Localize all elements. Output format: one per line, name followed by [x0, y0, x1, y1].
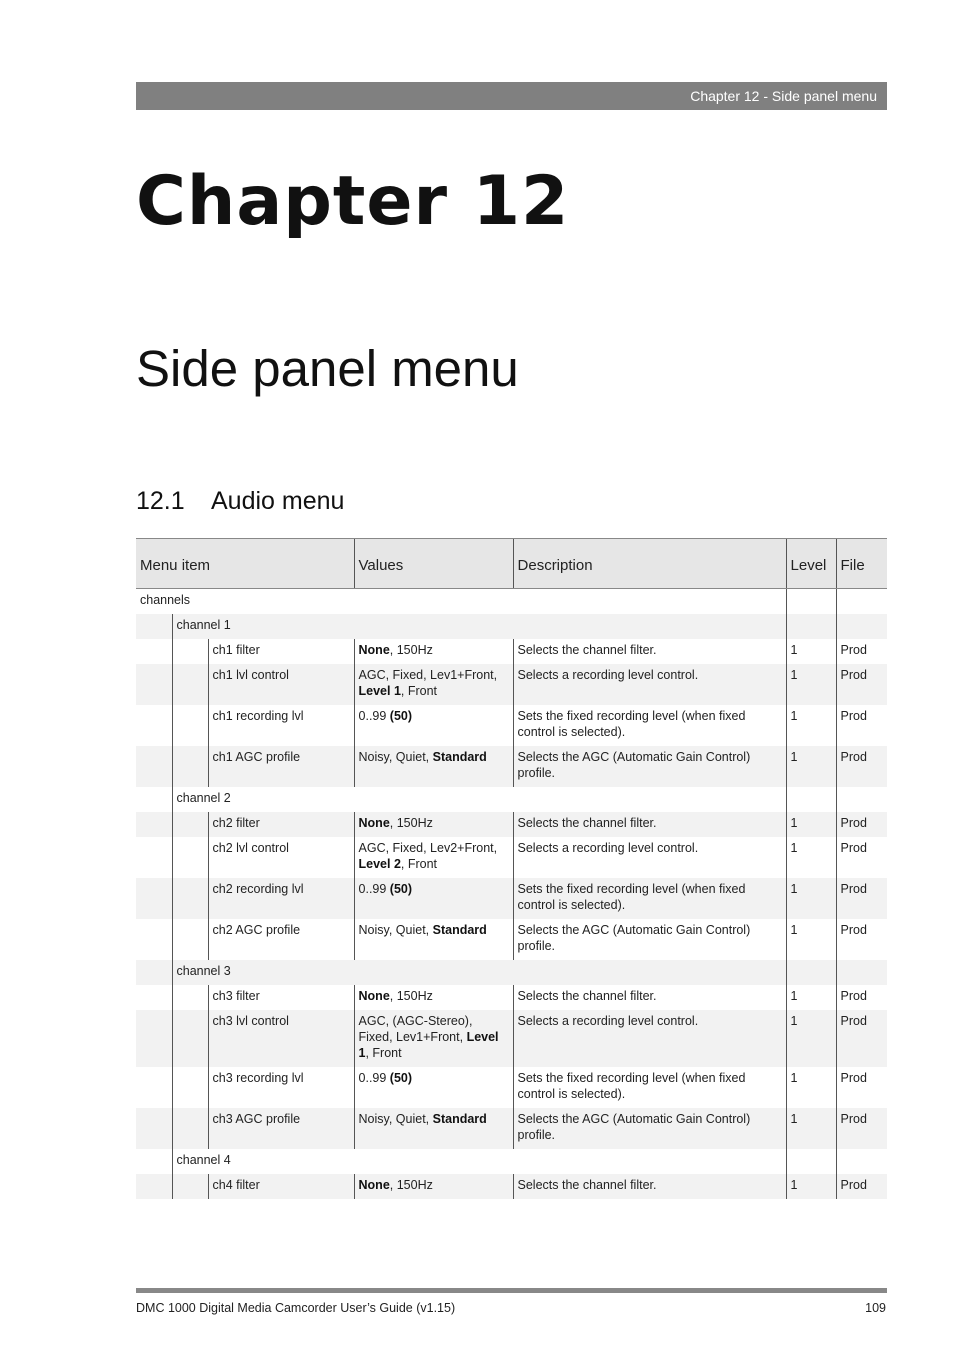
- values-default: Standard: [432, 923, 487, 937]
- channel-row: [136, 960, 887, 985]
- menu-item-level: 1: [786, 1174, 836, 1199]
- menu-item-name: ch1 AGC profile: [208, 746, 354, 787]
- menu-item-level: 1: [786, 1010, 836, 1067]
- menu-item-name: ch1 filter: [208, 639, 354, 664]
- table-row: [136, 1174, 887, 1199]
- table-row: [136, 919, 887, 960]
- table-row: [136, 878, 887, 919]
- values-default: Level 1: [358, 684, 401, 698]
- values-text: , Front: [400, 857, 438, 871]
- menu-item-file: Prod: [836, 1067, 887, 1108]
- values-text: 0..99: [358, 709, 390, 723]
- values-text: Noisy, Quiet,: [358, 1112, 433, 1126]
- menu-item-level: 1: [786, 1108, 836, 1149]
- values-default: (50): [389, 709, 413, 723]
- menu-item-values: [354, 664, 513, 705]
- menu-item-description: Selects the AGC (Automatic Gain Control) profile.: [513, 746, 786, 787]
- menu-item-name: ch2 AGC profile: [208, 919, 354, 960]
- values-text: 0..99: [358, 882, 390, 896]
- values-default: None: [358, 1178, 390, 1192]
- menu-item-file: Prod: [836, 1010, 887, 1067]
- table-row: [136, 837, 887, 878]
- menu-item-name: ch1 lvl control: [208, 664, 354, 705]
- col-header-values: Values: [354, 539, 513, 589]
- values-default: None: [358, 643, 390, 657]
- values-text: , 150Hz: [389, 1178, 433, 1192]
- menu-item-values: [354, 837, 513, 878]
- values-text: , Front: [365, 1046, 402, 1060]
- menu-item-description: Selects the channel filter.: [513, 985, 786, 1010]
- menu-item-level: 1: [786, 919, 836, 960]
- table-row: [136, 1108, 887, 1149]
- menu-item-description: Selects a recording level control.: [513, 664, 786, 705]
- menu-item-description: Selects a recording level control.: [513, 1010, 786, 1067]
- values-text: AGC, (AGC-Stereo), Fixed, Lev1+Front,: [358, 1014, 473, 1044]
- menu-item-name: ch2 lvl control: [208, 837, 354, 878]
- menu-item-values: [354, 919, 513, 960]
- values-default: Level 1: [358, 1030, 499, 1060]
- table-row: [136, 1067, 887, 1108]
- menu-item-file: Prod: [836, 1108, 887, 1149]
- values-default: Standard: [432, 1112, 487, 1126]
- menu-item-values: [354, 878, 513, 919]
- col-header-file: File: [836, 539, 887, 589]
- running-header-title: Chapter 12 - Side panel menu: [690, 88, 877, 104]
- menu-item-level: 1: [786, 639, 836, 664]
- menu-item-values: [354, 1010, 513, 1067]
- menu-item-level: 1: [786, 746, 836, 787]
- channel-row: [136, 614, 887, 639]
- chapter-label: Chapter 12: [136, 162, 570, 241]
- menu-item-description: Selects a recording level control.: [513, 837, 786, 878]
- values-text: Noisy, Quiet,: [358, 750, 433, 764]
- menu-item-description: Selects the channel filter.: [513, 812, 786, 837]
- menu-item-name: ch4 filter: [208, 1174, 354, 1199]
- table-row: [136, 746, 887, 787]
- menu-item-description: Selects the channel filter.: [513, 639, 786, 664]
- menu-item-name: ch1 recording lvl: [208, 705, 354, 746]
- group-name: channels: [140, 593, 191, 607]
- menu-item-name: ch3 AGC profile: [208, 1108, 354, 1149]
- channel-name: channel 4: [172, 1149, 786, 1174]
- running-header-bar: [136, 82, 887, 110]
- menu-item-level: 1: [786, 878, 836, 919]
- menu-item-file: Prod: [836, 1174, 887, 1199]
- table-row: [136, 812, 887, 837]
- channel-name: channel 1: [172, 614, 786, 639]
- menu-item-values: [354, 705, 513, 746]
- section-heading: [136, 486, 344, 516]
- menu-item-file: Prod: [836, 919, 887, 960]
- col-header-description: Description: [513, 539, 786, 589]
- menu-item-description: Selects the AGC (Automatic Gain Control) profile.: [513, 1108, 786, 1149]
- col-header-level: Level: [786, 539, 836, 589]
- menu-item-level: 1: [786, 1067, 836, 1108]
- menu-item-level: 1: [786, 985, 836, 1010]
- menu-item-file: Prod: [836, 705, 887, 746]
- channel-row: [136, 1149, 887, 1174]
- values-default: None: [358, 816, 390, 830]
- values-text: Noisy, Quiet,: [358, 923, 433, 937]
- table-row: [136, 985, 887, 1010]
- menu-item-description: Selects the channel filter.: [513, 1174, 786, 1199]
- menu-item-level: 1: [786, 837, 836, 878]
- table-row: [136, 664, 887, 705]
- table-row: [136, 1010, 887, 1067]
- values-text: , 150Hz: [389, 989, 433, 1003]
- values-default: Level 2: [358, 857, 401, 871]
- menu-item-values: [354, 812, 513, 837]
- menu-item-name: ch2 recording lvl: [208, 878, 354, 919]
- menu-item-file: Prod: [836, 837, 887, 878]
- menu-item-description: Selects the AGC (Automatic Gain Control) profile.: [513, 919, 786, 960]
- group-row: [136, 589, 887, 615]
- menu-item-name: ch3 filter: [208, 985, 354, 1010]
- values-text: 0..99: [358, 1071, 390, 1085]
- menu-item-description: Sets the fixed recording level (when fixed control is selected).: [513, 705, 786, 746]
- menu-item-name: ch3 lvl control: [208, 1010, 354, 1067]
- menu-item-level: 1: [786, 664, 836, 705]
- values-text: AGC, Fixed, Lev2+Front,: [358, 841, 498, 855]
- menu-item-level: 1: [786, 812, 836, 837]
- values-text: , 150Hz: [389, 816, 433, 830]
- menu-item-file: Prod: [836, 746, 887, 787]
- menu-item-name: ch2 filter: [208, 812, 354, 837]
- menu-item-name: ch3 recording lvl: [208, 1067, 354, 1108]
- section-number: 12.1: [136, 487, 185, 515]
- audio-menu-table: [136, 538, 887, 1199]
- menu-item-values: [354, 1067, 513, 1108]
- values-default: (50): [389, 882, 413, 896]
- menu-item-values: [354, 1108, 513, 1149]
- menu-item-values: [354, 746, 513, 787]
- menu-item-file: Prod: [836, 664, 887, 705]
- table-row: [136, 705, 887, 746]
- footer-page-number: 109: [865, 1301, 886, 1315]
- menu-item-file: Prod: [836, 878, 887, 919]
- values-text: , 150Hz: [389, 643, 433, 657]
- channel-row: [136, 787, 887, 812]
- section-title: Audio menu: [211, 487, 345, 515]
- table-row: [136, 639, 887, 664]
- table-body: [136, 589, 887, 1200]
- channel-name: channel 3: [172, 960, 786, 985]
- col-header-menu-item: Menu item: [136, 539, 354, 589]
- menu-item-values: [354, 985, 513, 1010]
- menu-item-values: [354, 1174, 513, 1199]
- menu-item-file: Prod: [836, 812, 887, 837]
- table-header-row: [136, 539, 887, 589]
- values-text: , Front: [400, 684, 438, 698]
- menu-item-file: Prod: [836, 639, 887, 664]
- footer-bar: [136, 1288, 887, 1293]
- channel-name: channel 2: [172, 787, 786, 812]
- menu-item-level: 1: [786, 705, 836, 746]
- values-default: (50): [389, 1071, 413, 1085]
- menu-item-description: Sets the fixed recording level (when fixed control is selected).: [513, 1067, 786, 1108]
- values-default: None: [358, 989, 390, 1003]
- values-default: Standard: [432, 750, 487, 764]
- menu-item-file: Prod: [836, 985, 887, 1010]
- chapter-title: Side panel menu: [136, 340, 519, 397]
- menu-item-description: Sets the fixed recording level (when fixed control is selected).: [513, 878, 786, 919]
- values-text: AGC, Fixed, Lev1+Front,: [358, 668, 498, 682]
- menu-item-values: [354, 639, 513, 664]
- footer-doc-title: DMC 1000 Digital Media Camcorder User’s Guide (v1.15): [136, 1301, 456, 1315]
